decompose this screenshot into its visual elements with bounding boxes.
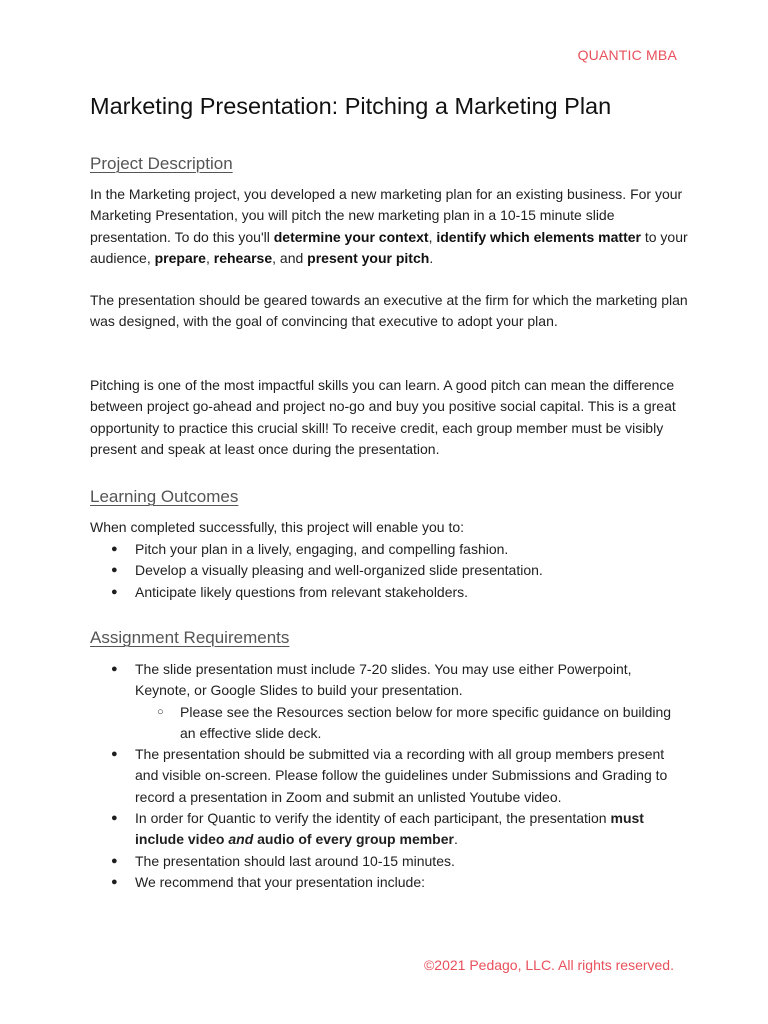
brand-label: QUANTIC MBA: [577, 47, 677, 63]
list-item: ● Develop a visually pleasing and well-organized slide presentation.: [90, 560, 690, 581]
sub-list: [135, 702, 690, 745]
list-item: ● In order for Quantic to verify the identity of each participant, the presentation must include video and audio of every group member.: [111, 810, 644, 848]
list-item: ● The slide presentation must include 7-20 slides. You may use either Powerpoint, Keynote, or Google Slides to build your presentation. ○ Please see the Resources section below for more specific guidance on building an effective slide deck.: [90, 659, 690, 744]
list-item: ● The presentation should be submitted via a recording with all group members present and visible on-screen. Please follow the guidelines under Submissions and Grading to record a presentation in Zoom and submit an unlisted Youtube video.: [111, 746, 668, 805]
section-heading-project-description: Project Description: [90, 154, 233, 173]
section-heading-assignment-requirements: Assignment Requirements: [90, 628, 290, 647]
bullet-icon: ●: [111, 543, 118, 555]
project-description-paragraph-2: The presentation should be geared towards an executive at the firm for which the marketing plan was designed, with the goal of convincing that executive to adopt your plan.: [90, 292, 688, 330]
bullet-icon: ●: [111, 564, 118, 577]
assignment-requirements-list: [90, 659, 690, 893]
bullet-icon: ●: [111, 585, 118, 598]
footer-copyright: ©2021 Pedago, LLC. All rights reserved.: [423, 957, 674, 973]
project-description-paragraph-1: In the Marketing project, you developed a new marketing plan for an existing business. For your Marketing Presentation, you will pitch the new marketing plan in a 10-15 minute slide presentation. To do this you'll determine your context, identify which elements matter to your audience, prepare, rehearse, and present your pitch.: [90, 186, 688, 266]
sub-list-item: ○ Please see the Resources section below for more specific guidance on building an effective slide deck.: [157, 703, 672, 741]
list-item: ● We recommend that your presentation include:: [90, 872, 690, 893]
circle-bullet-icon: ○: [157, 705, 164, 718]
bullet-icon: ●: [111, 748, 118, 761]
learning-outcomes-intro: When completed successfully, this project will enable you to:: [90, 519, 465, 535]
list-item: ● The presentation should last around 10-15 minutes.: [90, 851, 690, 872]
section-heading-learning-outcomes: Learning Outcomes: [90, 487, 239, 506]
project-description-paragraph-3: Pitching is one of the most impactful skills you can learn. A good pitch can mean the difference between project go-ahead and project no-go and buy you positive social capital. This is a great opportunity to practice this crucial skill! To receive credit, each group member must be visibly present and speak at least once during the presentation.: [90, 377, 676, 457]
page-title: Marketing Presentation: Pitching a Marketing Plan: [90, 93, 612, 119]
list-item: ● Pitch your plan in a lively, engaging, and compelling fashion.: [90, 539, 690, 560]
learning-outcomes-list: [90, 539, 690, 603]
bullet-icon: ●: [111, 812, 118, 825]
bullet-icon: ●: [111, 875, 118, 888]
bullet-icon: ●: [111, 854, 118, 867]
list-item: ● Anticipate likely questions from relevant stakeholders.: [90, 582, 690, 603]
bullet-icon: ●: [111, 663, 118, 675]
